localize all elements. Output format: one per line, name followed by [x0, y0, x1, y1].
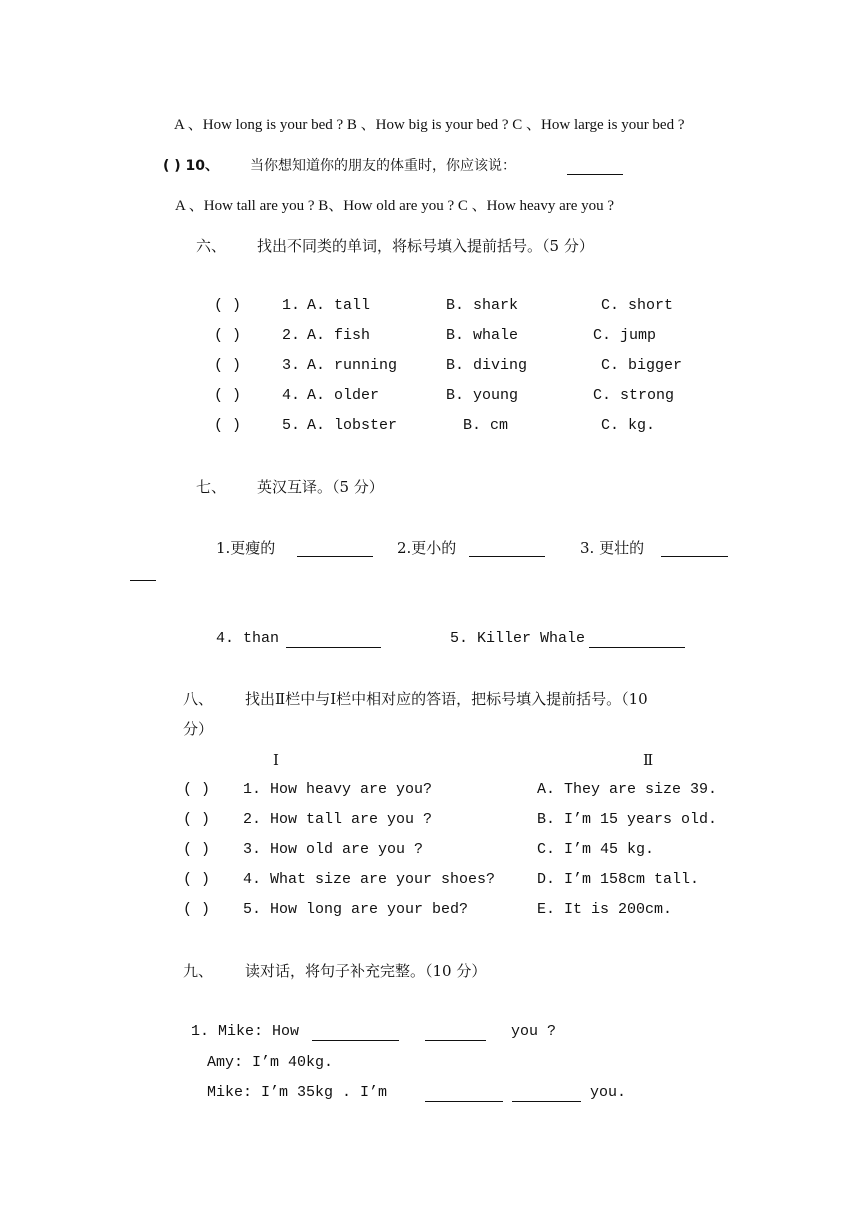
sec7-item-1-blank[interactable] [297, 542, 373, 557]
sec7-item-2: 2.更小的 [397, 539, 457, 557]
sec8-title: 找出Ⅱ栏中与Ⅰ栏中相对应的答语，把标号填入提前括号。（10 [245, 690, 648, 708]
answer-option: A. They are size 39. [537, 781, 718, 798]
answer-option: D. I’m 158cm tall. [537, 871, 700, 888]
option-a: A. tall [307, 297, 371, 314]
item-number: 4. [282, 387, 301, 404]
sec6-title: 找出不同类的单词，将标号填入提前括号。（5 分） [257, 237, 594, 255]
answer-paren[interactable]: ( ) [214, 357, 242, 374]
question: 5. How long are your bed? [243, 901, 469, 918]
sec7-item-3-blank-wrap[interactable] [130, 580, 156, 581]
option-b: B. diving [446, 357, 528, 374]
answer-paren[interactable]: ( ) [183, 871, 211, 888]
sec7-item-5: 5. Killer Whale [450, 630, 586, 647]
dialog-line-3: Mike: I’m 35kg . I’m [207, 1084, 388, 1101]
answer-paren[interactable]: ( ) [214, 297, 242, 314]
answer-paren[interactable]: ( ) [183, 811, 211, 828]
q10-answer-paren[interactable]: ( ) 10、 [163, 158, 220, 174]
sec7-item-5-blank[interactable] [589, 633, 685, 648]
dialog-line-3-blank-1[interactable] [425, 1087, 503, 1102]
question: 4. What size are your shoes? [243, 871, 496, 888]
sec7-number: 七、 [196, 478, 227, 496]
sec8-column-1-heading: Ⅰ [273, 751, 279, 769]
item-number: 1. [282, 297, 301, 314]
sec6-number: 六、 [196, 237, 227, 255]
sec8-number: 八、 [183, 690, 214, 708]
sec8-column-2-heading: Ⅱ [643, 751, 654, 769]
dialog-line-1-blank-2[interactable] [425, 1026, 486, 1041]
sec7-item-2-blank[interactable] [469, 542, 545, 557]
sec7-item-4-blank[interactable] [286, 633, 381, 648]
sec9-title: 读对话，将句子补充完整。（10 分） [245, 962, 487, 980]
item-number: 5. [282, 417, 301, 434]
answer-option: E. It is 200cm. [537, 901, 673, 918]
answer-option: C. I’m 45 kg. [537, 841, 655, 858]
answer-paren[interactable]: ( ) [214, 417, 242, 434]
answer-paren[interactable]: ( ) [183, 901, 211, 918]
sec7-item-1: 1.更瘦的 [216, 539, 276, 557]
q10-options: A 、How tall are you ? B、How old are you ? C 、How heavy are you ? [175, 198, 615, 214]
answer-paren[interactable]: ( ) [214, 327, 242, 344]
question: 2. How tall are you ? [243, 811, 433, 828]
dialog-line-2: Amy: I’m 40kg. [207, 1054, 334, 1071]
dialog-line-1: 1. Mike: How [191, 1023, 300, 1040]
option-a: A. lobster [307, 417, 398, 434]
option-a: A. fish [307, 327, 371, 344]
option-c: C. bigger [601, 357, 683, 374]
option-c: C. short [601, 297, 674, 314]
answer-paren[interactable]: ( ) [183, 841, 211, 858]
dialog-line-1-blank-1[interactable] [312, 1026, 399, 1041]
sec7-item-4: 4. than [216, 630, 280, 647]
answer-option: B. I’m 15 years old. [537, 811, 718, 828]
q9-options: A 、How long is your bed ? B 、How big is your bed ? C 、How large is your bed ? [174, 117, 685, 133]
sec7-item-3-blank[interactable] [661, 542, 728, 557]
sec7-title: 英汉互译。（5 分） [257, 478, 384, 496]
option-b: B. shark [446, 297, 519, 314]
option-c: C. jump [593, 327, 657, 344]
sec7-item-3: 3. 更壮的 [580, 539, 645, 557]
option-a: A. older [307, 387, 380, 404]
option-c: C. kg. [601, 417, 656, 434]
question: 1. How heavy are you? [243, 781, 433, 798]
option-b: B. whale [446, 327, 519, 344]
dialog-line-1-end: you ? [511, 1023, 557, 1040]
dialog-line-3-blank-2[interactable] [512, 1087, 581, 1102]
q10-text: 当你想知道你的朋友的体重时，你应该说： [250, 158, 516, 174]
dialog-line-3-end: you. [590, 1084, 627, 1101]
option-b: B. cm [463, 417, 509, 434]
option-b: B. young [446, 387, 519, 404]
sec8-title-cont: 分） [183, 720, 214, 738]
option-c: C. strong [593, 387, 675, 404]
item-number: 3. [282, 357, 301, 374]
question: 3. How old are you ? [243, 841, 424, 858]
q10-answer-blank[interactable] [567, 160, 623, 175]
item-number: 2. [282, 327, 301, 344]
option-a: A. running [307, 357, 398, 374]
sec9-number: 九、 [183, 962, 214, 980]
answer-paren[interactable]: ( ) [183, 781, 211, 798]
answer-paren[interactable]: ( ) [214, 387, 242, 404]
